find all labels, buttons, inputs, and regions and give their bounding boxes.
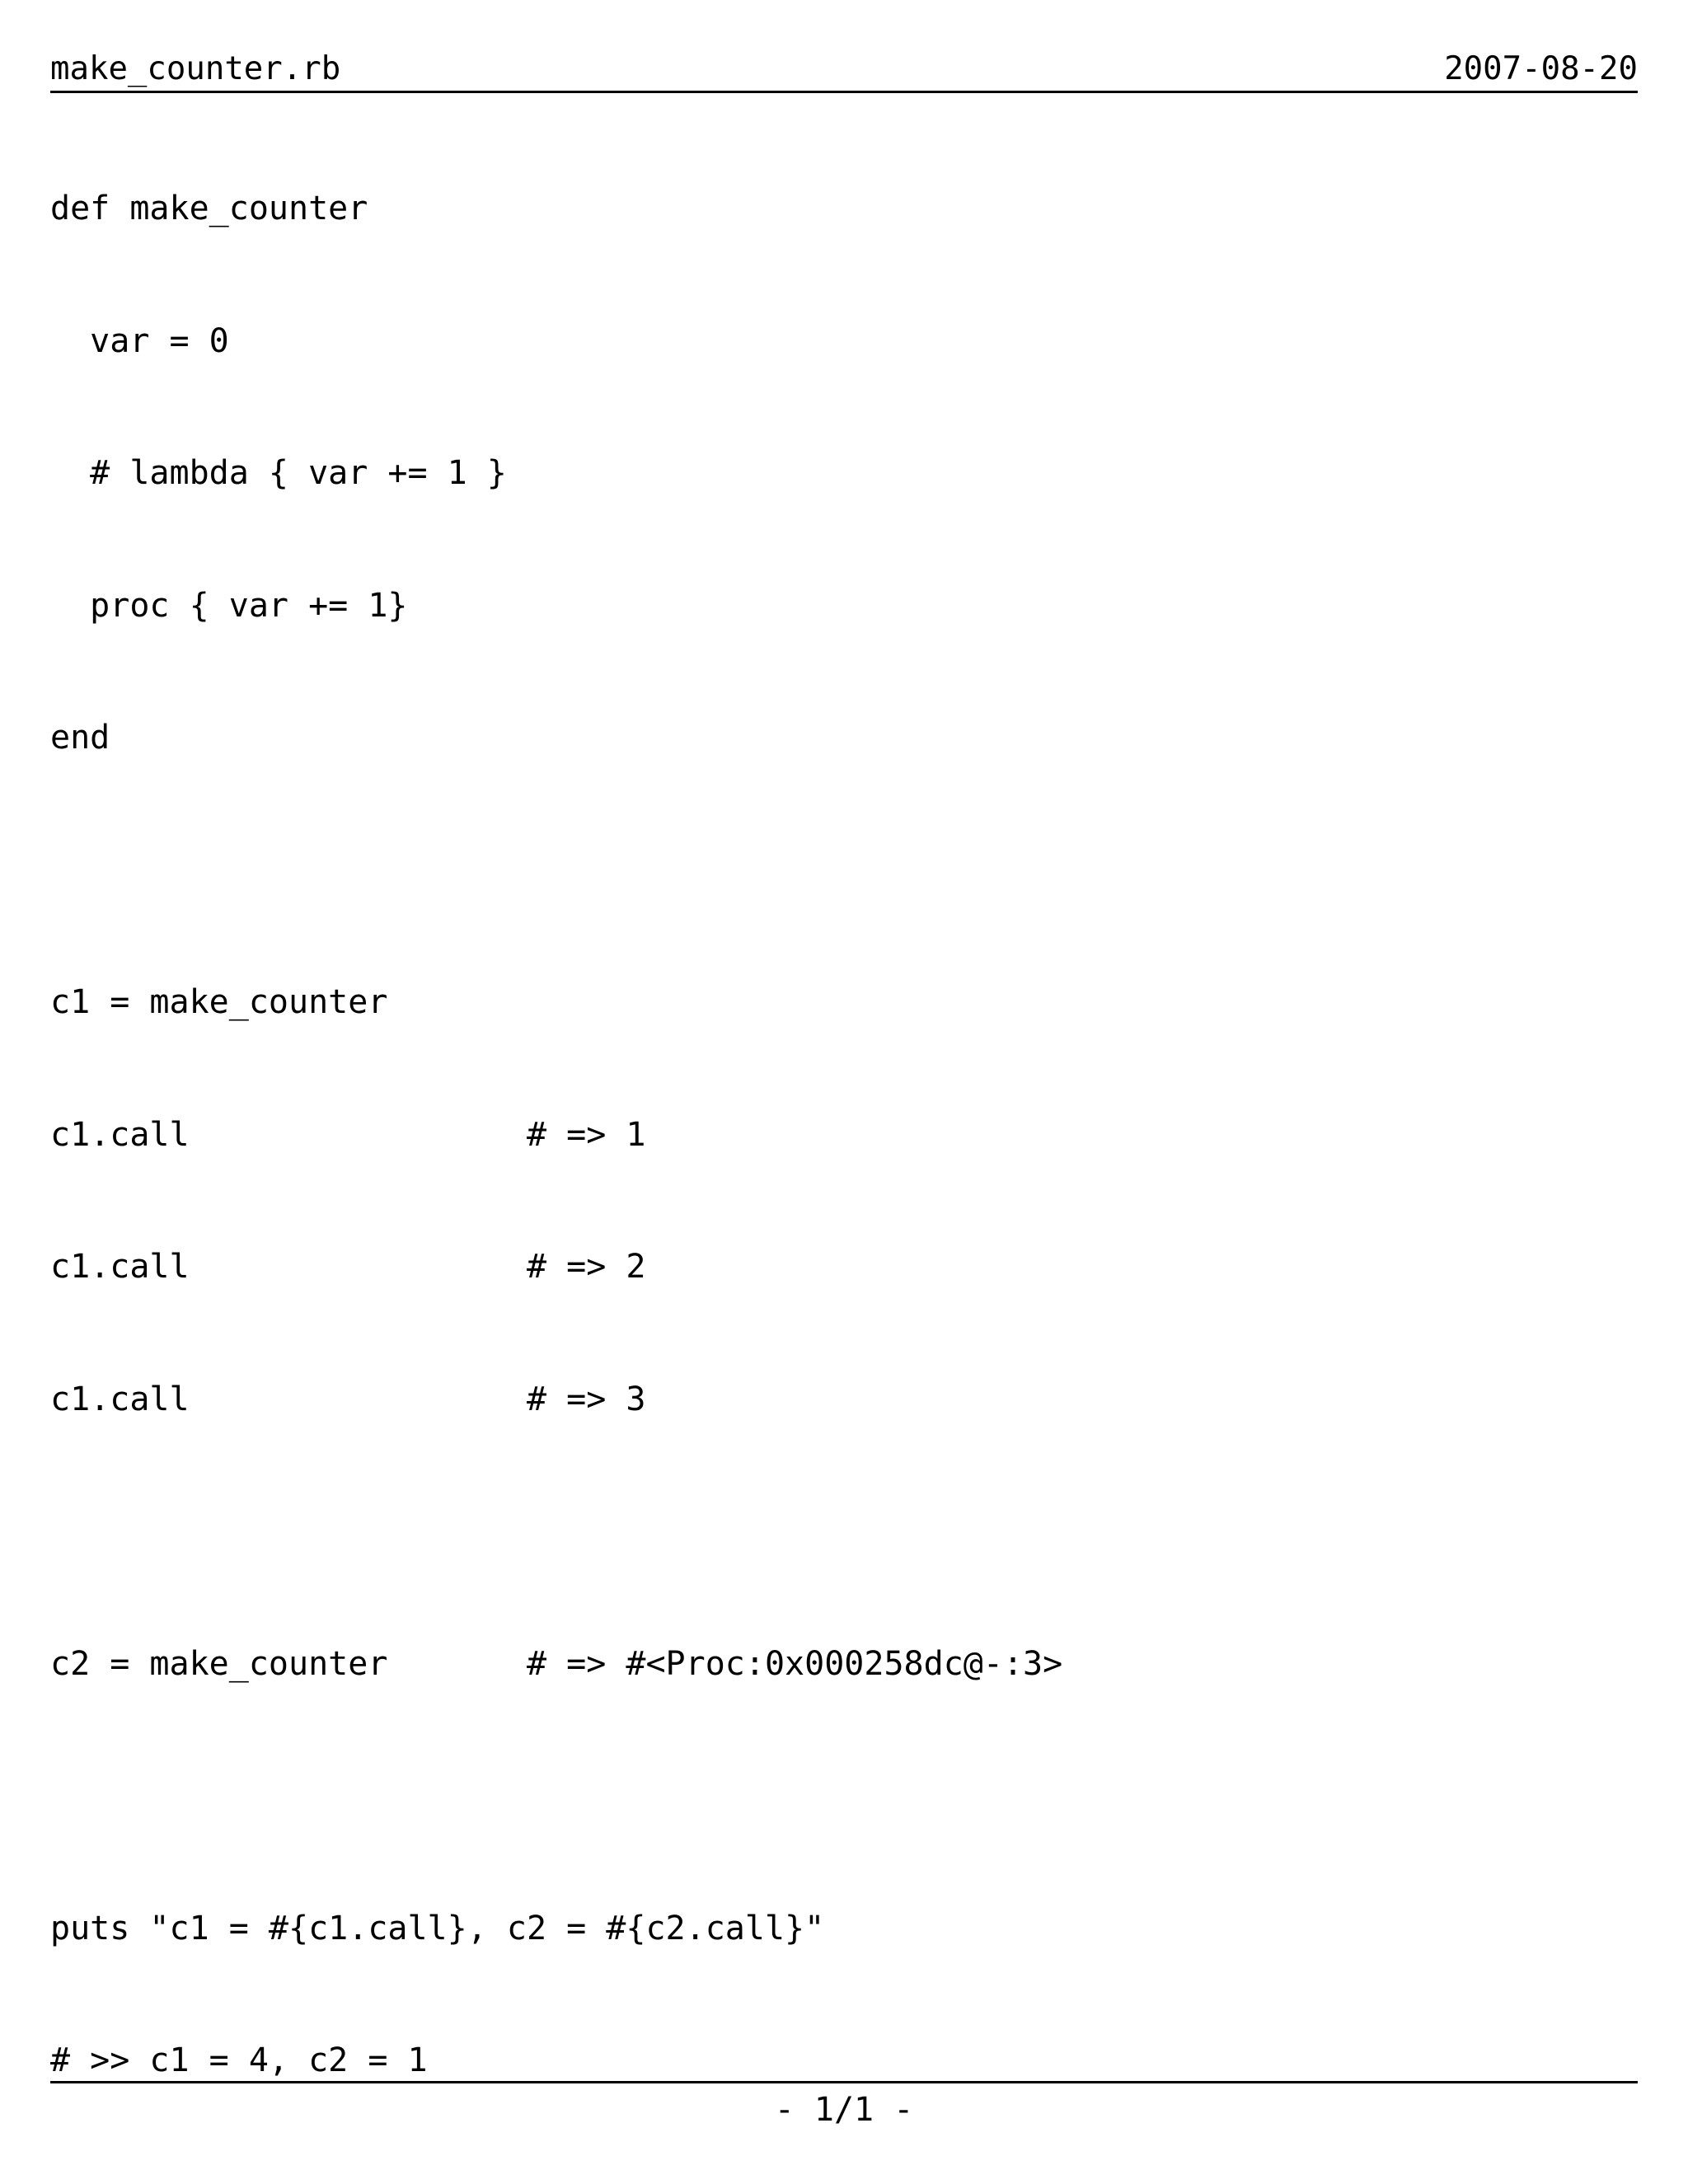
code-line: end	[50, 719, 110, 757]
code-line: c2 = make_counter # => #<Proc:0x000258dc@-:3>	[50, 1644, 1063, 1683]
code-line: c1 = make_counter	[50, 983, 388, 1021]
code-line: c1.call # => 1	[50, 1115, 646, 1154]
footer-divider	[50, 2081, 1638, 2083]
code-line: c1.call # => 3	[50, 1380, 646, 1418]
code-line: # lambda { var += 1 }	[50, 454, 507, 492]
code-line: # >> c1 = 4, c2 = 1	[50, 2041, 428, 2079]
code-line: def make_counter	[50, 190, 368, 227]
print-date: 2007-08-20	[1444, 50, 1638, 87]
code-line: proc { var += 1}	[50, 586, 408, 625]
code-line	[50, 1774, 1638, 1819]
code-line	[50, 1510, 1638, 1554]
code-line: c1.call # => 2	[50, 1248, 646, 1286]
page-header	[50, 48, 1638, 93]
code-line: puts "c1 = #{c1.call}, c2 = #{c2.call}"	[50, 1909, 825, 1947]
code-line	[50, 849, 1638, 893]
file-name: make_counter.rb	[50, 50, 341, 87]
code-listing	[50, 99, 1638, 2127]
page-number: - 1/1 -	[774, 2091, 914, 2129]
code-line: var = 0	[50, 321, 229, 360]
